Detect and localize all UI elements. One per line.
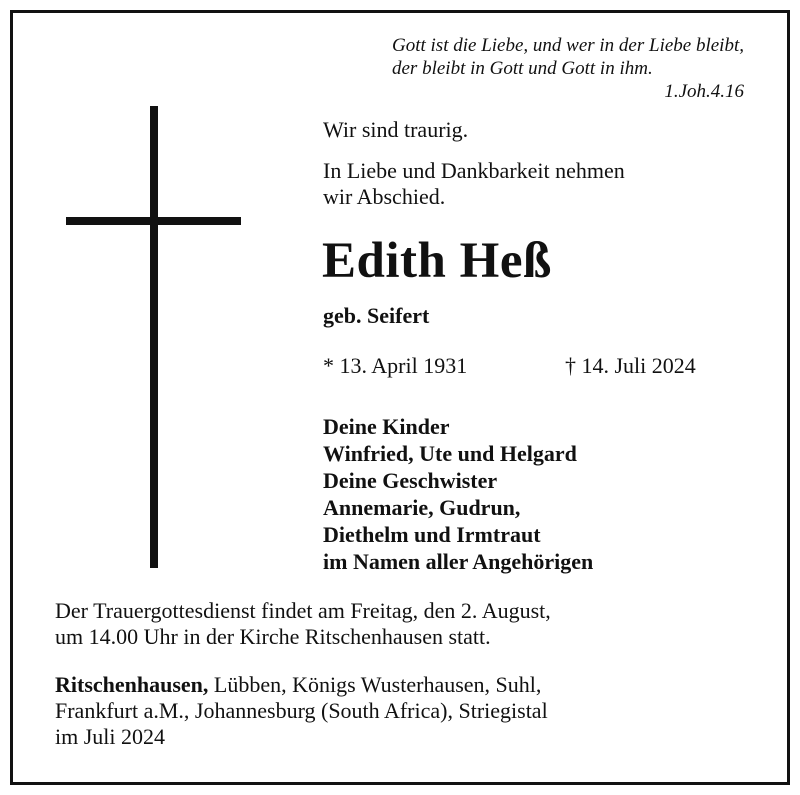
mourner-line: Annemarie, Gudrun, bbox=[323, 495, 521, 520]
verse-line-1: Gott ist die Liebe, und wer in der Liebe bleibt, bbox=[392, 35, 744, 56]
cross-icon bbox=[150, 106, 158, 568]
primary-place: Ritschenhausen, bbox=[55, 672, 209, 697]
death-date: † 14. Juli 2024 bbox=[565, 353, 696, 378]
mourner-line: im Namen aller Angehörigen bbox=[323, 549, 594, 574]
places-line-2: Frankfurt a.M., Johannesburg (South Africa), Striegistal bbox=[55, 698, 548, 723]
service-line-2: um 14.00 Uhr in der Kirche Ritschenhausen statt. bbox=[55, 624, 491, 649]
bible-verse bbox=[392, 34, 744, 103]
intro-farewell-line-1: In Liebe und Dankbarkeit nehmen bbox=[323, 158, 625, 183]
places-line-3: im Juli 2024 bbox=[55, 724, 166, 749]
mourners-list bbox=[323, 413, 593, 575]
service-line-1: Der Trauergottesdienst findet am Freitag, den 2. August, bbox=[55, 598, 551, 623]
verse-reference: 1.Joh.4.16 bbox=[664, 81, 744, 102]
places-info bbox=[55, 672, 548, 750]
service-info bbox=[55, 598, 551, 650]
birth-date: * 13. April 1931 bbox=[323, 353, 468, 378]
verse-line-2: der bleibt in Gott und Gott in ihm. bbox=[392, 58, 653, 79]
maiden-name: geb. Seifert bbox=[323, 303, 430, 328]
intro-sad: Wir sind traurig. bbox=[323, 117, 469, 142]
intro-farewell bbox=[323, 158, 625, 210]
cross-icon-crossbar bbox=[66, 217, 241, 225]
deceased-name: Edith Heß bbox=[322, 233, 552, 289]
mourner-line: Winfried, Ute und Helgard bbox=[323, 441, 577, 466]
places-line-1-rest: Lübben, Königs Wusterhausen, Suhl, bbox=[208, 672, 542, 697]
mourner-line: Diethelm und Irmtraut bbox=[323, 522, 541, 547]
mourner-line: Deine Kinder bbox=[323, 414, 450, 439]
places-line-1 bbox=[55, 672, 548, 698]
intro-farewell-line-2: wir Abschied. bbox=[323, 184, 446, 209]
mourner-line: Deine Geschwister bbox=[323, 468, 498, 493]
